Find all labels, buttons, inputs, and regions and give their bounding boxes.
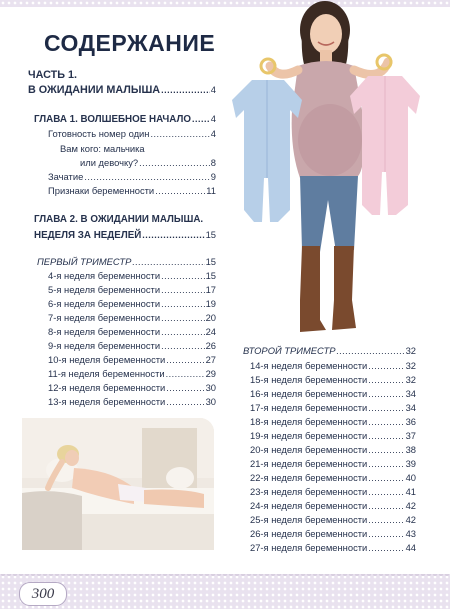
- leader-dots: [139, 157, 210, 169]
- toc-entry-page: 32: [405, 345, 416, 356]
- leader-dots: [161, 270, 204, 282]
- toc-entry-week[interactable]: [250, 416, 416, 428]
- leader-dots: [368, 430, 404, 442]
- toc-entry-page: 9: [210, 171, 216, 182]
- toc-entry-part1[interactable]: [28, 84, 216, 96]
- toc-entry-label: НЕДЕЛЯ ЗА НЕДЕЛЕЙ: [34, 230, 142, 241]
- toc-entry-week[interactable]: [48, 382, 216, 394]
- toc-entry-label: ПЕРВЫЙ ТРИМЕСТР: [37, 256, 132, 267]
- toc-entry-week[interactable]: [250, 374, 416, 386]
- toc-entry-page: 20: [205, 312, 216, 323]
- toc-entry-page: 42: [405, 514, 416, 525]
- toc-entry-label: Готовность номер один: [48, 128, 150, 139]
- toc-entry-page: 11: [206, 185, 216, 196]
- toc-entry-page: 17: [205, 284, 216, 295]
- toc-entry-label: 9-я неделя беременности: [48, 340, 161, 351]
- toc-entry-label: 24-я неделя беременности: [250, 500, 368, 511]
- toc-entry-page: 15: [205, 270, 216, 281]
- toc-entry-label: 25-я неделя беременности: [250, 514, 368, 525]
- toc-entry-chapter1[interactable]: [34, 113, 216, 126]
- toc-entry-trimester1[interactable]: [37, 256, 216, 268]
- toc-entry-week[interactable]: [48, 312, 216, 324]
- leader-dots: [368, 374, 404, 386]
- leader-dots: [192, 113, 210, 125]
- toc-entry-page: 15: [205, 229, 216, 240]
- toc-entry-label: ГЛАВА 1. ВОЛШЕБНОЕ НАЧАЛО: [34, 114, 191, 125]
- toc-entry-page: 42: [405, 500, 416, 511]
- toc-entry-week[interactable]: [250, 458, 416, 470]
- toc-entry-label: или девочку?: [80, 157, 139, 168]
- leader-dots: [161, 284, 204, 296]
- toc-entry-page: 19: [205, 298, 216, 309]
- toc-entry-week[interactable]: [48, 326, 216, 338]
- toc-entry-page: 4: [210, 84, 216, 95]
- toc-entry[interactable]: [80, 157, 216, 169]
- toc-entry-label: 15-я неделя беременности: [250, 374, 368, 385]
- toc-entry-label: 4-я неделя беременности: [48, 270, 161, 281]
- toc-entry-label: 6-я неделя беременности: [48, 298, 161, 309]
- leader-dots: [368, 514, 404, 526]
- toc-entry-week[interactable]: [48, 354, 216, 366]
- toc-entry-week[interactable]: [48, 396, 216, 408]
- leader-dots: [368, 444, 404, 456]
- toc-entry-week[interactable]: [250, 388, 416, 400]
- leader-dots: [155, 185, 205, 197]
- toc-entry[interactable]: [48, 128, 216, 140]
- toc-entry-page: 44: [405, 542, 416, 553]
- toc-entry-page: 40: [405, 472, 416, 483]
- toc-entry-page: 43: [405, 528, 416, 539]
- toc-entry-page: 8: [210, 157, 216, 168]
- toc-entry-trimester2[interactable]: [243, 345, 416, 357]
- toc-entry-page: 32: [405, 360, 416, 371]
- toc-entry-page: 37: [405, 430, 416, 441]
- toc-entry-label: Зачатие: [48, 171, 84, 182]
- toc-entry-label: 22-я неделя беременности: [250, 472, 368, 483]
- toc-entry-week[interactable]: [48, 340, 216, 352]
- toc-entry-label: 27-я неделя беременности: [250, 542, 368, 553]
- toc-entry-chapter2[interactable]: [34, 229, 216, 242]
- leader-dots: [368, 360, 404, 372]
- toc-entry-label: 7-я неделя беременности: [48, 312, 161, 323]
- leader-dots: [336, 345, 404, 357]
- toc-entry-week[interactable]: [48, 284, 216, 296]
- toc-entry-week[interactable]: [250, 542, 416, 554]
- toc-entry-label: 19-я неделя беременности: [250, 430, 368, 441]
- leader-dots: [166, 396, 204, 408]
- leader-dots: [150, 128, 209, 140]
- leader-dots: [368, 486, 404, 498]
- toc-entry-page: 36: [405, 416, 416, 427]
- chapter2-title-line1: ГЛАВА 2. В ОЖИДАНИИ МАЛЫША.: [34, 214, 204, 225]
- toc-entry-week[interactable]: [250, 486, 416, 498]
- leader-dots: [368, 388, 404, 400]
- toc-entry-page: 30: [205, 396, 216, 407]
- leader-dots: [161, 326, 204, 338]
- leader-dots: [161, 84, 210, 96]
- toc-entry-page: 15: [205, 256, 216, 267]
- woman-with-onesies-illustration: [220, 0, 450, 345]
- toc-entry-week[interactable]: [250, 360, 416, 372]
- leader-dots: [84, 171, 209, 183]
- bottom-border: [0, 574, 450, 609]
- toc-entry-page: 34: [405, 402, 416, 413]
- leader-dots: [368, 528, 404, 540]
- toc-entry-page: 27: [205, 354, 216, 365]
- toc-entry-label: 26-я неделя беременности: [250, 528, 368, 539]
- leader-dots: [166, 354, 204, 366]
- toc-entry-page: 4: [210, 128, 216, 139]
- leader-dots: [368, 416, 404, 428]
- leader-dots: [166, 382, 204, 394]
- leader-dots: [161, 340, 204, 352]
- toc-entry-page: 38: [405, 444, 416, 455]
- toc-entry-week[interactable]: [250, 402, 416, 414]
- part-title-line1: ЧАСТЬ 1.: [28, 69, 78, 81]
- toc-entry-week[interactable]: [250, 444, 416, 456]
- leader-dots: [142, 229, 204, 241]
- toc-entry-week[interactable]: [250, 430, 416, 442]
- toc-entry-label: 12-я неделя беременности: [48, 382, 166, 393]
- leader-dots: [132, 256, 204, 268]
- leader-dots: [368, 500, 404, 512]
- leader-dots: [368, 472, 404, 484]
- leader-dots: [161, 312, 204, 324]
- toc-entry-page: 4: [210, 113, 216, 124]
- toc-entry[interactable]: [48, 171, 216, 183]
- toc-entry-label: 14-я неделя беременности: [250, 360, 368, 371]
- toc-entry[interactable]: [48, 185, 216, 197]
- toc-entry-label: ВТОРОЙ ТРИМЕСТР: [243, 345, 336, 356]
- toc-entry-week[interactable]: [250, 472, 416, 484]
- toc-entry-label: 5-я неделя беременности: [48, 284, 161, 295]
- toc-entry-label: В ОЖИДАНИИ МАЛЫША: [28, 84, 161, 96]
- page-title: СОДЕРЖАНИЕ: [44, 30, 216, 56]
- page-number: 300: [19, 582, 67, 606]
- toc-entry-page: 24: [205, 326, 216, 337]
- toc-entry-week[interactable]: [48, 298, 216, 310]
- toc-entry-label: Признаки беременности: [48, 185, 155, 196]
- toc-entry-page: 41: [405, 486, 416, 497]
- toc-entry-label: 16-я неделя беременности: [250, 388, 368, 399]
- toc-entry-page: 30: [205, 382, 216, 393]
- toc-entry-week[interactable]: [250, 528, 416, 540]
- toc-entry-week[interactable]: [250, 500, 416, 512]
- leader-dots: [161, 298, 204, 310]
- toc-entry-page: 26: [205, 340, 216, 351]
- toc-entry-label: 10-я неделя беременности: [48, 354, 166, 365]
- leader-dots: [368, 402, 404, 414]
- toc-entry-page: 32: [405, 374, 416, 385]
- toc-entry-label: 18-я неделя беременности: [250, 416, 368, 427]
- toc-entry-page: 39: [405, 458, 416, 469]
- toc-entry-label: 8-я неделя беременности: [48, 326, 161, 337]
- toc-entry-label: 23-я неделя беременности: [250, 486, 368, 497]
- leader-dots: [368, 542, 404, 554]
- reclining-woman-photo: [22, 418, 214, 550]
- toc-entry-label: 11-я неделя беременности: [48, 368, 165, 379]
- toc-entry-page: 29: [205, 368, 216, 379]
- toc-entry-label: 17-я неделя беременности: [250, 402, 368, 413]
- leader-dots: [166, 368, 205, 380]
- toc-entry-week[interactable]: [250, 514, 416, 526]
- toc-entry-label: 13-я неделя беременности: [48, 396, 166, 407]
- toc-entry-label: 20-я неделя беременности: [250, 444, 368, 455]
- toc-entry-week[interactable]: [48, 270, 216, 282]
- toc-entry-page: 34: [405, 388, 416, 399]
- leader-dots: [368, 458, 404, 470]
- toc-entry-label: 21-я неделя беременности: [250, 458, 368, 469]
- toc-entry-week[interactable]: [48, 368, 216, 380]
- toc-entry-label-line1[interactable]: Вам кого: мальчика: [60, 143, 145, 154]
